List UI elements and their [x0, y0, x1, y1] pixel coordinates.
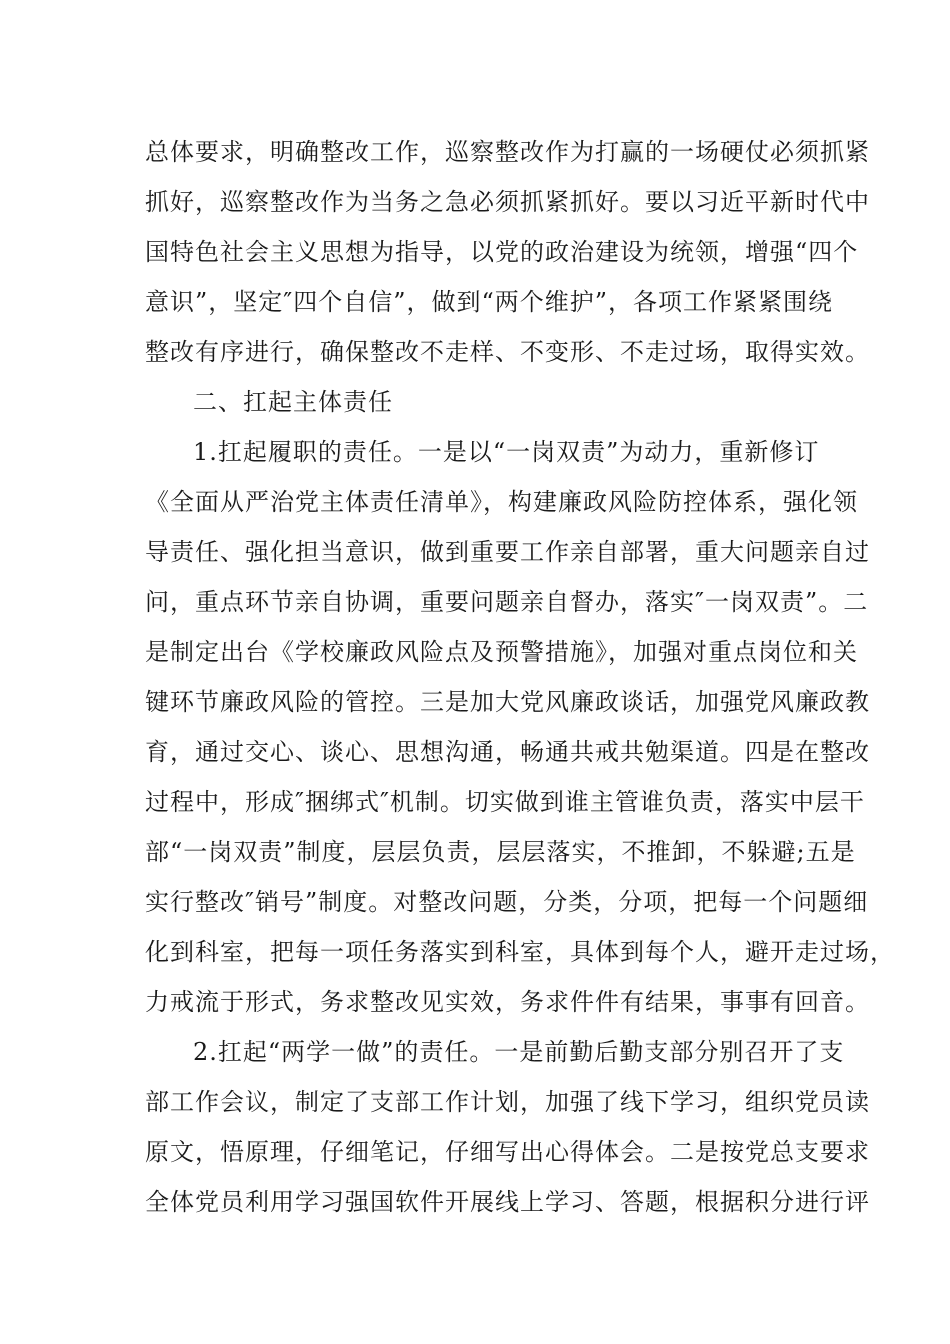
paragraph-line-11: 是制定出台《学校廉政风险点及预警措施》，加强对重点岗位和关: [145, 638, 858, 666]
paragraph-line-17: 化到科室，把每一项任务落实到科室，具体到每个人，避开走过场，: [145, 938, 895, 966]
paragraph-line-19: 2.扛起“两学一做”的责任。一是前勤后勤支部分别召开了支: [193, 1038, 845, 1066]
paragraph-line-12: 键环节廉政风险的管控。三是加大党风廉政谈话，加强党风廉政教: [145, 688, 870, 716]
paragraph-line-10: 问，重点环节亲自协调，重要问题亲自督办，落实″一岗双责”。二: [145, 588, 869, 616]
paragraph-line-22: 全体党员利用学习强国软件开展线上学习、答题，根据积分进行评: [145, 1188, 870, 1216]
paragraph-line-8: 《全面从严治党主体责任清单》，构建廉政风险防控体系，强化领: [145, 488, 858, 516]
paragraph-line-3: 国特色社会主义思想为指导，以党的政治建设为统领，增强“四个: [145, 238, 859, 266]
paragraph-line-21: 原文，悟原理，仔细笔记，仔细写出心得体会。二是按党总支要求: [145, 1138, 870, 1166]
paragraph-line-20: 部工作会议，制定了支部工作计划，加强了线下学习，组织党员读: [145, 1088, 870, 1116]
paragraph-line-18: 力戒流于形式，务求整改见实效，务求件件有结果，事事有回音。: [145, 988, 870, 1016]
paragraph-line-14: 过程中，形成″捆绑式″机制。切实做到谁主管谁负责，落实中层干: [145, 788, 865, 816]
paragraph-line-2: 抓好，巡察整改作为当务之急必须抓紧抓好。要以习近平新时代中: [145, 188, 870, 216]
paragraph-line-4: 意识”，坚定″四个自信”，做到“两个维护”，各项工作紧紧围绕: [145, 288, 834, 316]
paragraph-line-16: 实行整改″销号”制度。对整改问题，分类，分项，把每一个问题细: [145, 888, 869, 916]
paragraph-line-9: 导责任、强化担当意识，做到重要工作亲自部署，重大问题亲自过: [145, 538, 870, 566]
paragraph-line-1: 总体要求，明确整改工作，巡察整改作为打赢的一场硬仗必须抓紧: [145, 138, 870, 166]
paragraph-line-5: 整改有序进行，确保整改不走样、不变形、不走过场，取得实效。: [145, 338, 870, 366]
paragraph-line-15: 部“一岗双责”制度，层层负责，层层落实，不推卸，不躲避;五是: [145, 838, 856, 866]
section-heading: 二、扛起主体责任: [193, 388, 393, 416]
paragraph-line-13: 育，通过交心、谈心、思想沟通，畅通共戒共勉渠道。四是在整改: [145, 738, 870, 766]
paragraph-line-7: 1.扛起履职的责任。一是以“一岗双责”为动力，重新修订: [193, 438, 820, 466]
